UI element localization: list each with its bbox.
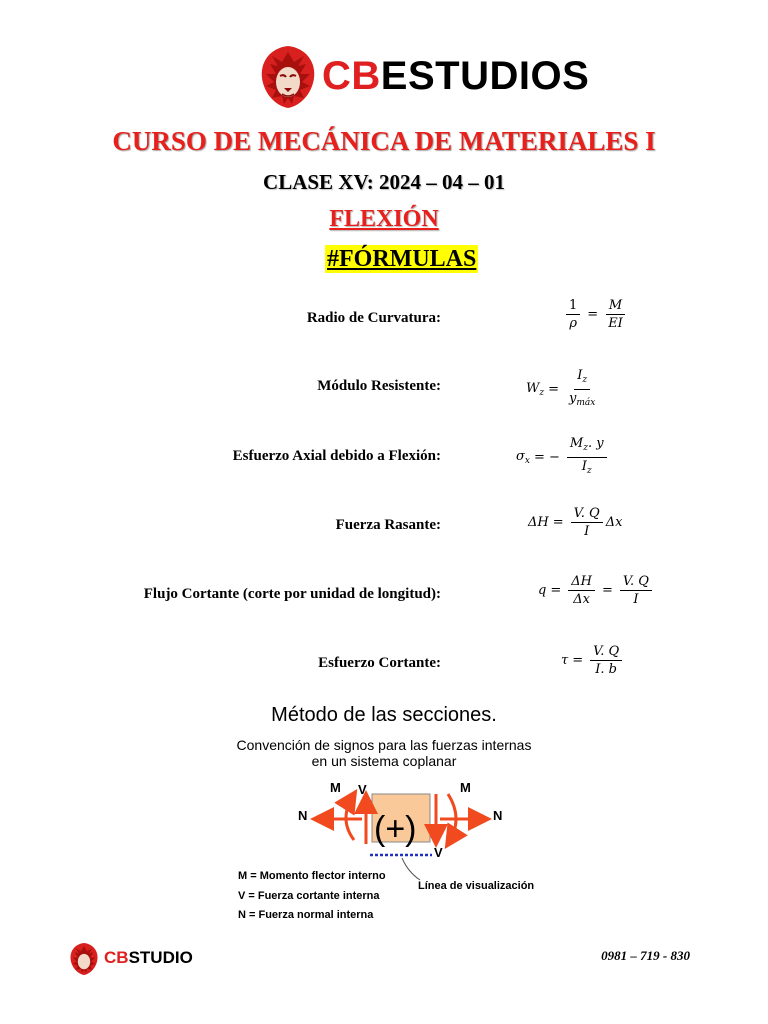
moment-left-arrow <box>346 794 354 840</box>
legend-moment: M = Momento flector interno <box>238 870 386 882</box>
formula-label-radio-curvatura: Radio de Curvatura: <box>306 310 441 326</box>
formula-label-flujo-cortante: Flujo Cortante (corte por unidad de longitud): <box>143 586 441 602</box>
sections-subtitle-line-2: en un sistema coplanar <box>311 753 457 769</box>
label-v-right: V <box>434 845 443 860</box>
legend-shear: V = Fuerza cortante interna <box>238 890 380 902</box>
formula-label-esfuerzo-axial: Esfuerzo Axial debido a Flexión: <box>232 448 441 464</box>
label-n-right: N <box>493 808 503 823</box>
footer-text-cb: CB <box>104 948 129 967</box>
formula-label-modulo-resistente: Módulo Resistente: <box>317 378 441 394</box>
formula-label-esfuerzo-cortante: Esfuerzo Cortante: <box>318 655 441 671</box>
sections-subtitle-line-1: Convención de signos para las fuerzas internas <box>236 737 532 753</box>
label-m-left: M <box>330 780 341 795</box>
footer-logo <box>68 942 208 976</box>
course-title: CURSO DE MECÁNICA DE MATERIALES I <box>112 126 656 156</box>
label-m-right: M <box>460 780 471 795</box>
formula-esfuerzo-cortante: τ = $\frac{V. Q}{I. b}$ <box>561 644 625 677</box>
lion-logo-icon <box>258 44 318 110</box>
cbestudios-logo <box>258 44 590 110</box>
footer-lion-logo-icon <box>68 942 100 976</box>
formula-fuerza-rasante: ΔH = $\frac{V. Q}{I}$ Δx <box>528 506 623 539</box>
logo-text-estudios: ESTUDIOS <box>380 54 590 98</box>
formula-esfuerzo-axial: $\sigma_x$ = − $\frac{M_z. y}{I_z}$ <box>516 436 610 479</box>
formula-modulo-resistente: $W_z$ = $\frac{I_z}{y_{máx}}$ <box>526 368 596 408</box>
legend-normal: N = Fuerza normal interna <box>238 909 374 921</box>
phone-number: 0981 – 719 - 830 <box>601 948 690 963</box>
formula-label-fuerza-rasante: Fuerza Rasante: <box>335 517 441 533</box>
formula-radio-curvatura: $\frac{1}{\rho}$ = $\frac{M}{EI}$ <box>563 298 629 331</box>
visual-line-label: Línea de visualización <box>418 880 535 892</box>
formula-flujo-cortante: q = $\frac{\Delta H}{\Delta x}$ = $\frac{V. Q}{I}$ <box>538 574 655 607</box>
topic-title: FLEXIÓN <box>329 206 439 232</box>
footer-wordmark <box>104 948 193 968</box>
footer-text-studio: STUDIO <box>128 948 193 967</box>
label-n-left: N <box>298 808 308 823</box>
class-title: CLASE XV: 2024 – 04 – 01 <box>263 170 505 194</box>
logo-wordmark <box>322 54 589 98</box>
logo-text-cb: CB <box>322 54 381 98</box>
formulas-title: #FÓRMULAS <box>327 246 477 272</box>
label-v-left: V <box>358 782 367 797</box>
sections-title: Método de las secciones. <box>271 704 497 726</box>
positive-sign-label: (+) <box>374 810 417 848</box>
